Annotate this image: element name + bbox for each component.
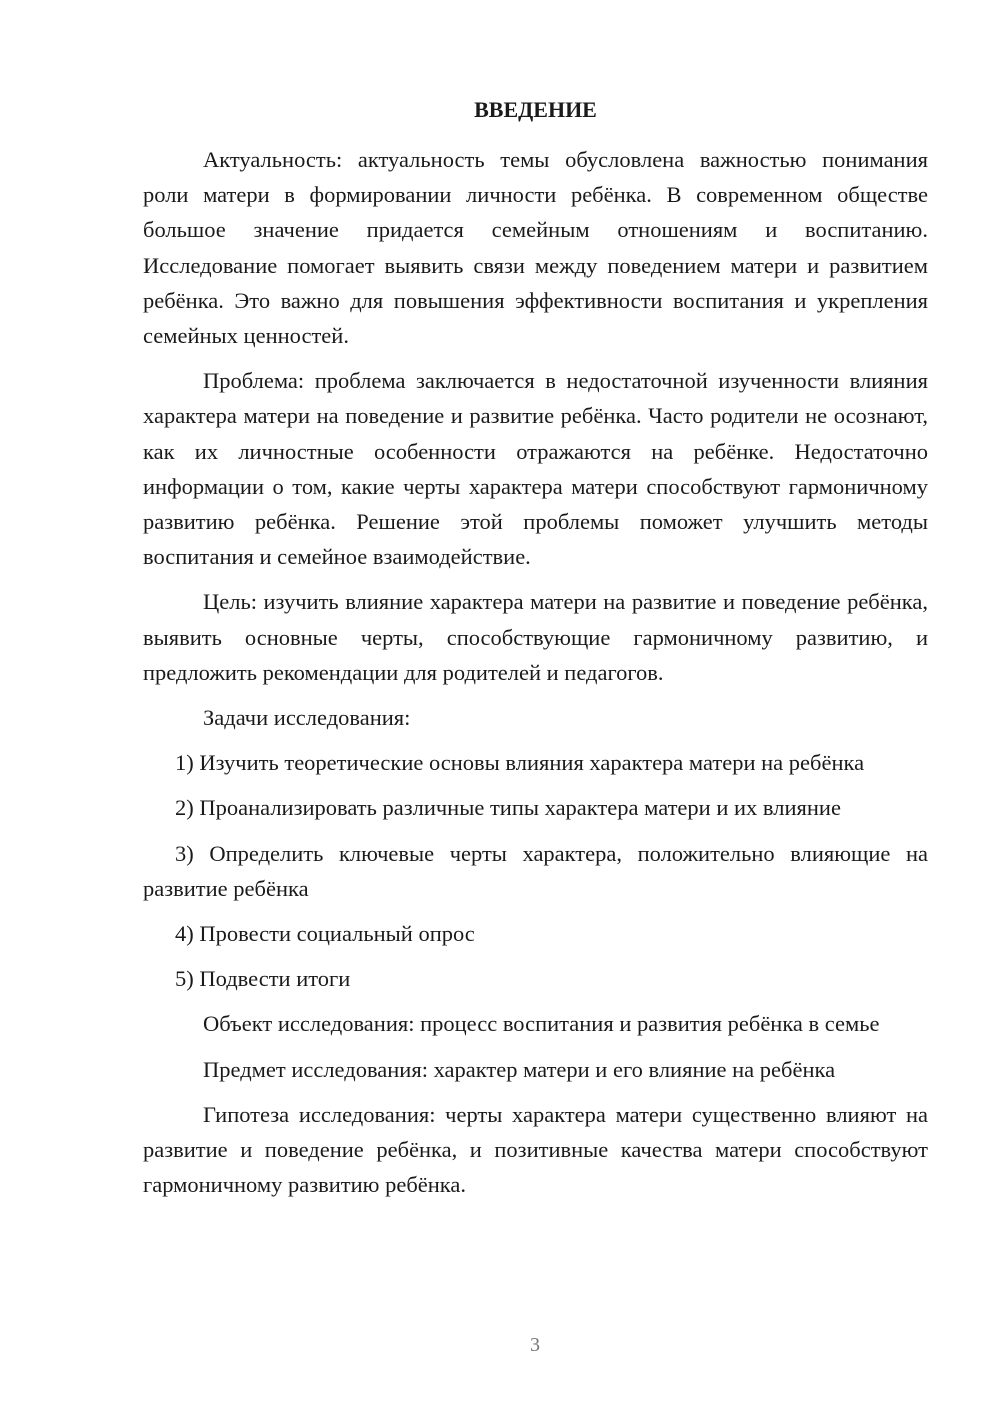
tasks-heading: Задачи исследования: [203,705,411,731]
object-paragraph: Объект исследования: процесс воспитания и развития ребёнка в семье [203,1011,880,1037]
problem-paragraph: Проблема: проблема заключается в недостаточной изученности влияния характера матери на поведение и развитие ребёнка. Часто родители не осознают, как их личностные особенности отражаются на ребёнке. Недостаточно информации о том, какие черты характера матери способствуют гармоничному развитию ребёнка. Решение этой проблемы поможет улучшить методы воспитания и семейное взаимодействие. [143,368,928,570]
task-item-2: 2) Проанализировать различные типы характера матери и их влияние [175,795,841,821]
page-number: 3 [530,1334,540,1356]
task-item-5: 5) Подвести итоги [175,966,351,992]
task-item-4: 4) Провести социальный опрос [175,921,475,947]
task-item-1: 1) Изучить теоретические основы влияния характера матери на ребёнка [175,750,865,776]
hypothesis-paragraph: Гипотеза исследования: черты характера матери существенно влияют на развитие и поведение ребёнка, и позитивные качества матери способствуют гармоничному развитию ребёнка. [143,1101,928,1198]
relevance-paragraph: Актуальность: актуальность темы обусловлена важностью понимания роли матери в формировании личности ребёнка. В современном обществе большое значение придается семейным отношениям и воспитанию. Исследование помогает выявить связи между поведением матери и развитием ребёнка. Это важно для повышения эффективности воспитания и укрепления семейных ценностей. [143,147,928,349]
page-content [143,92,928,1212]
goal-paragraph: Цель: изучить влияние характера матери на развитие и поведение ребёнка, выявить основные черты, способствующие гармоничному развитию, и предложить рекомендации для родителей и педагогов. [143,589,928,685]
page-title: ВВЕДЕНИЕ [474,97,597,122]
task-item-3: 3) Определить ключевые черты характера, положительно влияющие на развитие ребёнка [143,840,928,901]
subject-paragraph: Предмет исследования: характер матери и его влияние на ребёнка [203,1056,836,1082]
tasks-list [143,745,928,996]
